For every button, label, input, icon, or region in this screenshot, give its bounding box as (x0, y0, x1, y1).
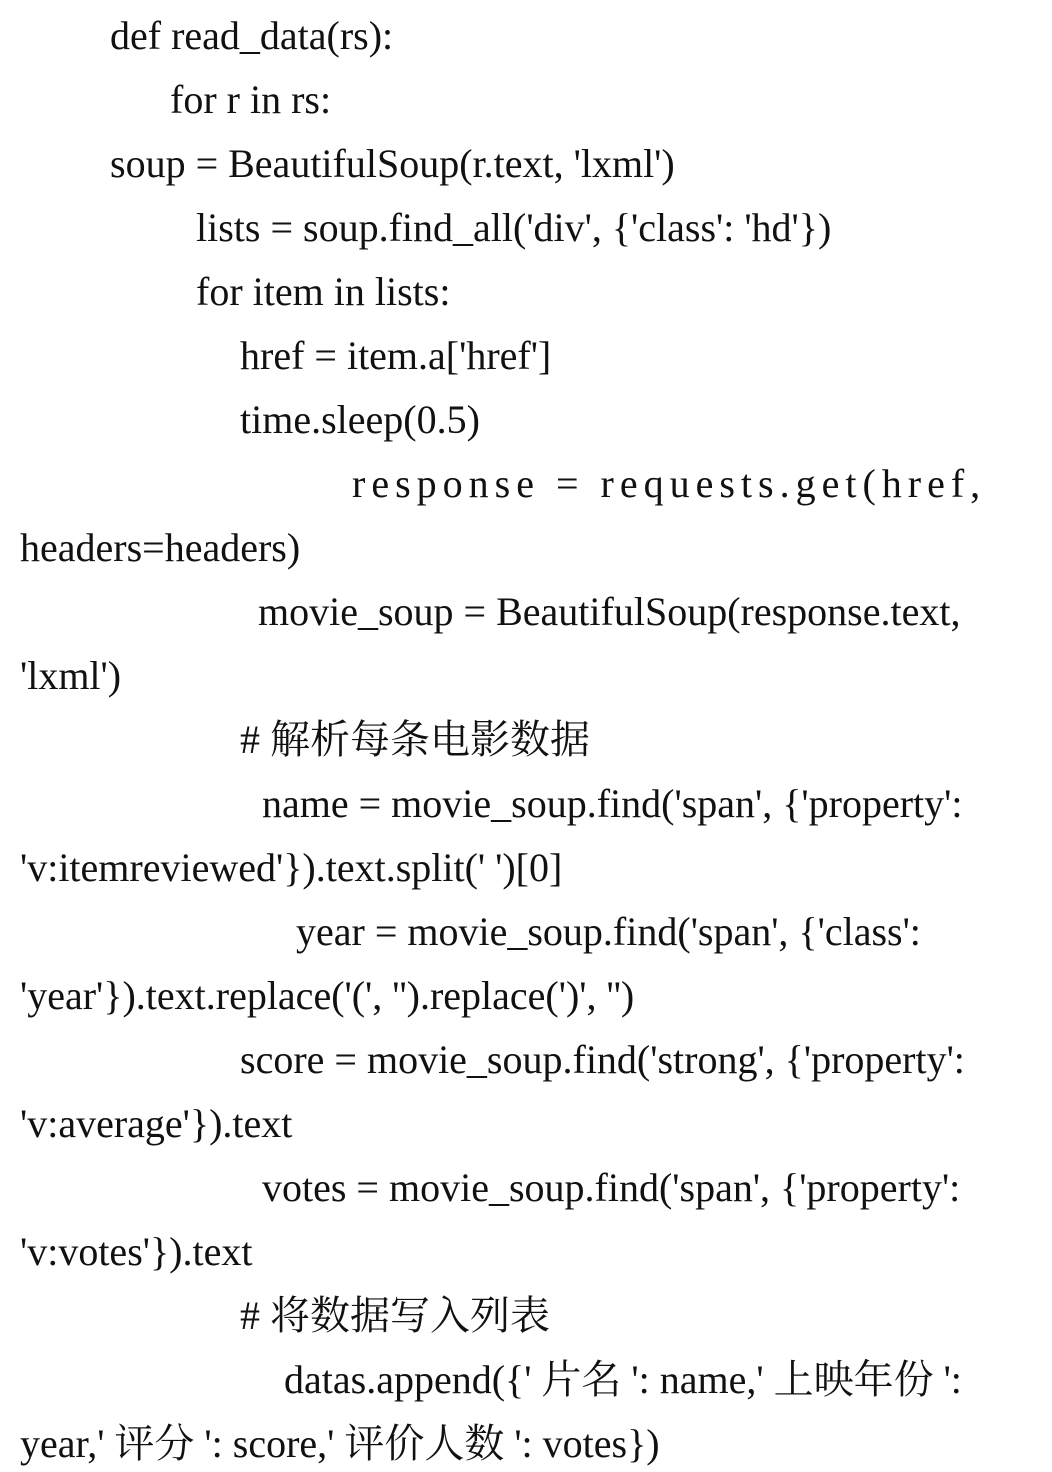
code-line-headers: headers=headers) (20, 525, 301, 570)
code-line-score: score = movie_soup.find('strong', {'property': (240, 1037, 965, 1082)
code-line-lists: lists = soup.find_all('div', {'class': 'hd'}) (196, 205, 832, 250)
code-line-votes-text: 'v:votes'}).text (20, 1229, 253, 1274)
code-line-votes: votes = movie_soup.find('span', {'property': (262, 1165, 961, 1210)
code-line-lxml: 'lxml') (20, 653, 122, 698)
code-line-datas-append: datas.append({' 片名 ': name,' 上映年份 ': (284, 1357, 962, 1402)
code-line-def-read-data: def read_data(rs): (110, 13, 394, 58)
code-comment-write: # 将数据写入列表 (240, 1293, 550, 1338)
code-line-for-item: for item in lists: (196, 269, 451, 314)
code-line-itemreviewed: 'v:itemreviewed'}).text.split(' ')[0] (20, 845, 563, 890)
code-line-response: response = requests.get(href, (352, 461, 987, 506)
code-line-name: name = movie_soup.find('span', {'property': (262, 781, 963, 826)
code-line-time-sleep: time.sleep(0.5) (240, 397, 480, 442)
code-line-year: year = movie_soup.find('span', {'class': (296, 909, 921, 954)
code-line-append-cont: year,' 评分 ': score,' 评价人数 ': votes}) (20, 1421, 660, 1466)
code-line-movie-soup: movie_soup = BeautifulSoup(response.text, (258, 589, 961, 634)
code-line-year-replace: 'year'}).text.replace('(', '').replace(')', '') (20, 973, 635, 1018)
code-line-for-r: for r in rs: (170, 77, 332, 122)
code-line-average: 'v:average'}).text (20, 1101, 293, 1146)
code-line-soup: soup = BeautifulSoup(r.text, 'lxml') (110, 141, 675, 186)
code-comment-parse: # 解析每条电影数据 (240, 717, 590, 762)
code-line-href: href = item.a['href'] (240, 333, 552, 378)
